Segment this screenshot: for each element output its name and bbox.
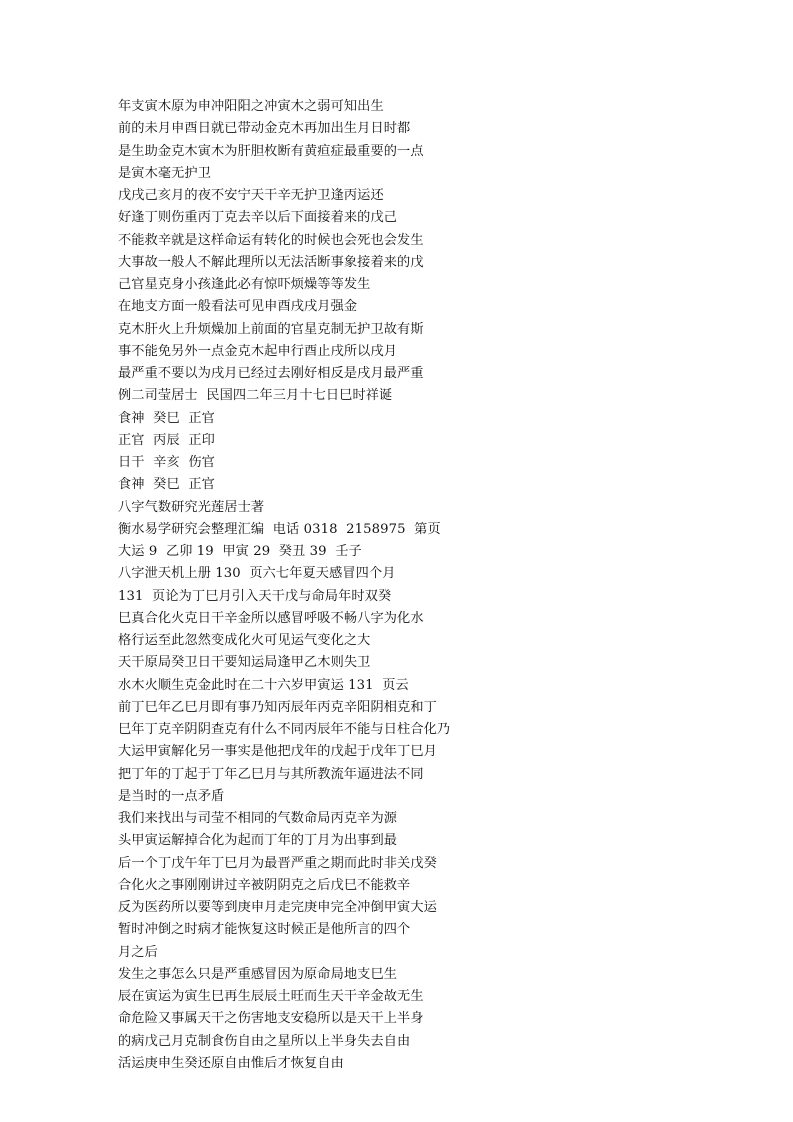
text-line: 八字泄天机上册 130 页六七年夏天感冒四个月 — [118, 566, 396, 582]
text-line: 天干原局癸卫日干要知运局逢甲乙木则失卫 — [118, 655, 371, 671]
body-text — [118, 96, 718, 1075]
text-line: 巳年丁克辛阴阴查克有什么不同丙辰年不能与日柱合化乃 — [118, 722, 451, 737]
text-line: 是寅木毫无护卫 — [118, 165, 212, 181]
text-line: 在地支方面一般看法可见申酉戌戌月强金 — [118, 299, 358, 315]
text-line: 最严重不要以为戌月已经过去刚好相反是戌月最严重 — [118, 366, 424, 381]
text-line: 头甲寅运解掉合化为起而丁年的丁月为出事到最 — [118, 833, 398, 849]
text-line: 月之后 — [118, 944, 158, 960]
luck-cycles-line: 大运 9 乙卯 19 甲寅 29 癸丑 39 壬子 — [118, 544, 362, 559]
text-line: 前丁巳年乙巳月即有事乃知丙辰年丙克辛阳阴相克和丁 — [118, 699, 437, 715]
chart-pillar-hour: 食神 癸巳 正官 — [118, 477, 215, 493]
text-line: 克木肝火上升烦燥加上前面的官星克制无护卫故有斯 — [118, 321, 424, 337]
text-line: 131 页论为丁巳月引入天干戊与命局年时双癸 — [118, 588, 392, 604]
text-line: 发生之事怎么只是严重感冒因为原命局地支巳生 — [118, 966, 398, 982]
text-line: 不能救辛就是这样命运有转化的时候也会死也会发生 — [118, 232, 424, 248]
book-title-line: 八字气数研究光莲居士著 — [118, 499, 265, 515]
text-line: 辰在寅运为寅生巳再生辰辰土旺而生天干辛金故无生 — [118, 989, 424, 1004]
text-line: 命危险又事属天干之伤害地支安稳所以是天干上半身 — [118, 1011, 424, 1027]
chart-pillar-month: 正官 丙辰 正印 — [118, 432, 215, 448]
text-line: 大事故一般人不解此理所以无法活断事象接着来的戊 — [118, 254, 424, 270]
text-line: 我们来找出与司莹不相同的气数命局丙克辛为源 — [118, 811, 398, 826]
text-line: 水木火顺生克金此时在二十六岁甲寅运 131 页云 — [118, 677, 409, 693]
text-line: 是生助金克木寅木为肝胆枚断有黄疸症最重要的一点 — [118, 143, 424, 159]
text-line: 后一个丁戊午年丁巳月为最晋严重之期而此时非关戊癸 — [118, 855, 437, 871]
text-line: 的病戊己月克制食伤自由之星所以上半身失去自由 — [118, 1033, 411, 1049]
text-line: 暂时冲倒之时病才能恢复这时候正是他所言的四个 — [118, 922, 411, 938]
text-line: 好逢丁则伤重丙丁克去辛以后下面接着来的戊己 — [118, 210, 398, 226]
text-line: 大运甲寅解化另一事实是他把戊年的戊起于戊年丁巳月 — [118, 744, 437, 760]
text-line: 前的未月申酉日就已带动金克木再加出生月日时都 — [118, 121, 411, 137]
chart-pillar-year: 食神 癸巳 正官 — [118, 410, 215, 426]
text-line: 年支寅木原为申冲阳阳之冲寅木之弱可知出生 — [118, 99, 384, 114]
text-line: 戊戌己亥月的夜不安宁天干辛无护卫逢丙运还 — [118, 188, 384, 203]
text-line: 把丁年的丁起于丁年乙巳月与其所教流年逼进法不同 — [118, 766, 424, 782]
text-line: 活运庚申生癸还原自由惟后才恢复自由 — [118, 1055, 344, 1071]
text-line: 事不能免另外一点金克木起申行酉止戌所以戌月 — [118, 343, 398, 359]
publisher-line: 衡水易学研究会整理汇编 电话 0318 2158975 第页 — [118, 521, 441, 537]
example-heading: 例二司莹居士 民国四二年三月十七日巳时祥诞 — [118, 388, 393, 404]
text-line: 是当时的一点矛盾 — [118, 788, 225, 804]
text-line: 巳真合化火克日干辛金所以感冒呼吸不畅八字为化水 — [118, 610, 424, 626]
text-line: 格行运至此忽然变成化火可见运气变化之大 — [118, 633, 371, 648]
text-line: 反为医药所以要等到庚申月走完庚申完全冲倒甲寅大运 — [118, 900, 437, 915]
chart-pillar-day: 日干 辛亥 伤官 — [118, 455, 215, 470]
text-line: 己官星克身小孩逢此必有惊吓烦燥等等发生 — [118, 277, 371, 292]
text-line: 合化火之事刚刚讲过辛被阴阴克之后戊巳不能救辛 — [118, 877, 411, 893]
